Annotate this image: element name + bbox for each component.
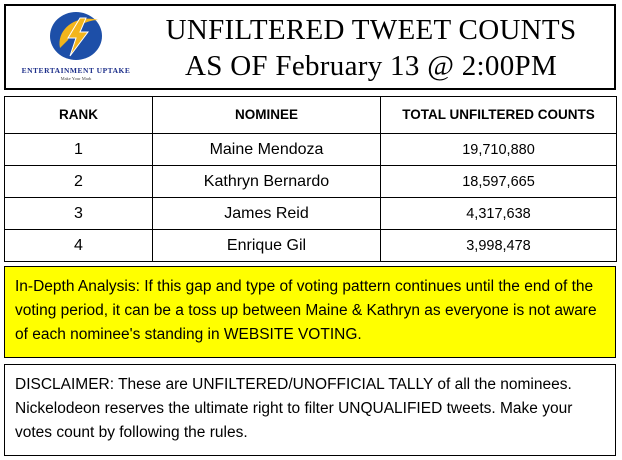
rank-cell: 3 [5,198,153,230]
table-row [5,134,617,166]
tweet-count-table-wrapper [4,96,616,262]
header-banner [4,4,616,90]
table-row [5,198,617,230]
nominee-cell: James Reid [153,198,381,230]
table-header-row [5,97,617,134]
disclaimer-box: DISCLAIMER: These are UNFILTERED/UNOFFICIAL TALLY of all the nominees. Nickelodeon reserves the ultimate right to filter UNQUALIFIED tweets. Make your votes count by following the rules. [4,364,616,456]
entertainment-uptake-logo [16,8,136,88]
count-cell: 4,317,638 [381,198,617,230]
lightning-bolt-icon [38,8,114,66]
table-row [5,230,617,262]
brand-name: ENTERTAINMENT UPTAKE [21,66,131,75]
nominee-cell: Maine Mendoza [153,134,381,166]
table-row [5,166,617,198]
count-cell: 3,998,478 [381,230,617,262]
rank-header: RANK [5,97,153,134]
rank-cell: 4 [5,230,153,262]
page-title [136,12,606,84]
title-line-1: UNFILTERED TWEET COUNTS [165,14,577,46]
count-cell: 18,597,665 [381,166,617,198]
rank-cell: 2 [5,166,153,198]
title-line-2: AS OF February 13 @ 2:00PM [184,50,558,82]
tweet-count-table [4,96,617,262]
nominee-cell: Kathryn Bernardo [153,166,381,198]
nominee-header: NOMINEE [153,97,381,134]
analysis-box: In-Depth Analysis: If this gap and type of voting pattern continues until the end of the voting period, it can be a toss up between Maine & Kathryn as everyone is not aware of each nominee's standing in WEBSITE VOTING. [4,266,616,358]
nominee-cell: Enrique Gil [153,230,381,262]
count-cell: 19,710,880 [381,134,617,166]
count-header: TOTAL UNFILTERED COUNTS [381,97,617,134]
rank-cell: 1 [5,134,153,166]
brand-tagline: Make Your Mark [60,76,92,81]
